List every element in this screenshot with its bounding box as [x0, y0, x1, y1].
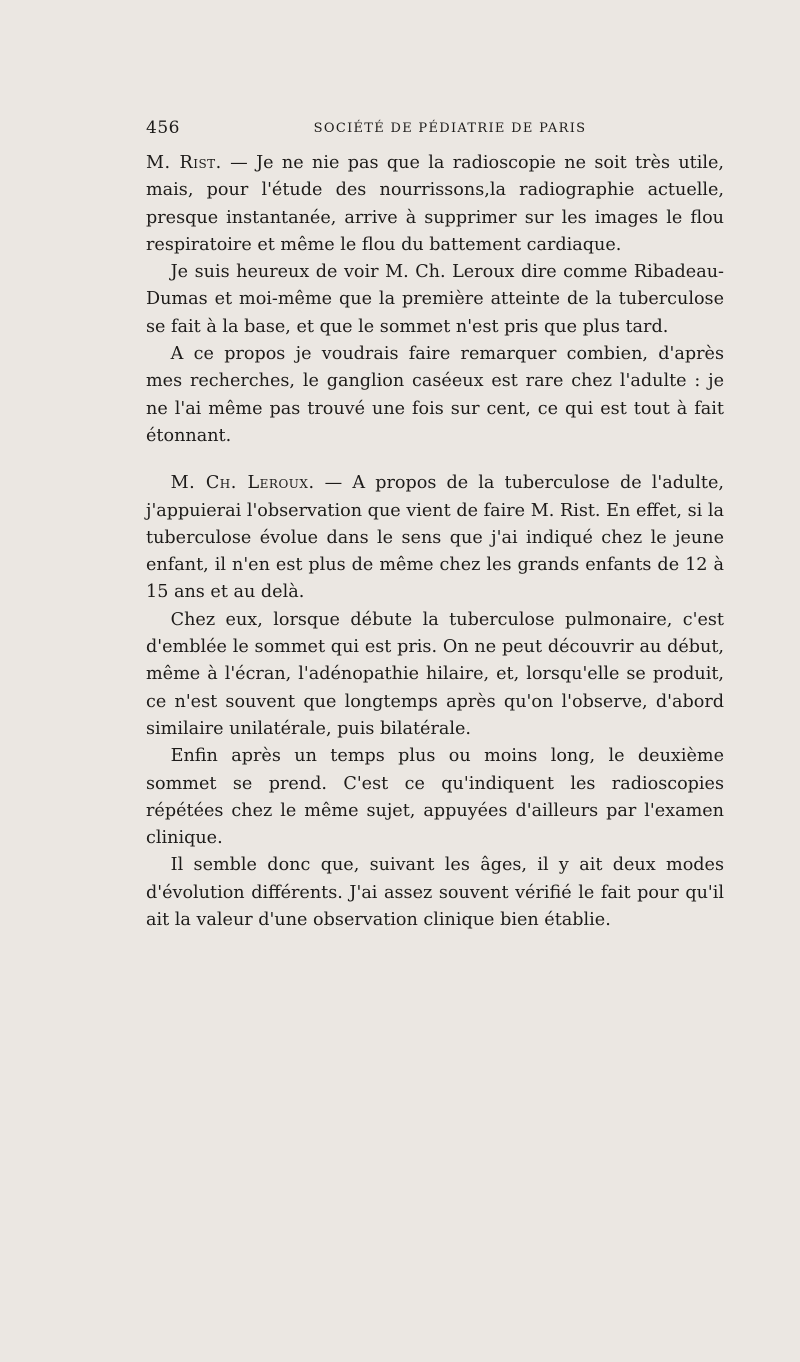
page-number: 456 [146, 118, 180, 138]
speaker-name: M. Ch. Leroux. [170, 473, 315, 494]
running-title: SOCIÉTÉ DE PÉDIATRIE DE PARIS [313, 121, 587, 136]
body-text [146, 150, 724, 934]
paragraph-rist-remark [146, 150, 724, 259]
paragraph: Chez eux, lorsque débute la tuberculose pulmonaire, c'est d'emblée le sommet qui est pris. On ne peut découvrir au début, même à l'écran, l'adénopathie hilaire, et, lorsqu'elle se produit, ce n'est souvent que longtemps après qu'on l'observe, d'abord similaire unilatérale, puis bilatérale. [146, 609, 724, 739]
paragraph-leroux-remark [146, 470, 724, 606]
paragraph: A ce propos je voudrais faire remarquer combien, d'après mes recherches, le ganglion caséeux est rare chez l'adulte : je ne l'ai même pas trouvé une fois sur cent, ce qui est tout à fait étonnant. [146, 344, 724, 446]
paragraph-text: — A propos de la tuberculose de l'adulte, j'appuierai l'observation que vient de faire M. Rist. En effet, si la tuberculose évolue dans le sens que j'ai indiqué chez le jeune enfant, il n'en est plus de même chez les grands enfants de 12 à 15 ans et au delà. [146, 473, 724, 603]
paragraph: Je suis heureux de voir M. Ch. Leroux dire comme Ribadeau-Dumas et moi-même que la première atteinte de la tuberculose se fait à la base, et que le sommet n'est pris que plus tard. [146, 262, 724, 337]
speaker-name: M. Rist. [146, 153, 222, 173]
paragraph-text: — Je ne nie pas que la radioscopie ne soit très utile, mais, pour l'étude des nourrissons,la radiographie actuelle, presque instantanée, arrive à supprimer sur les images le flou respiratoire et même le flou du battement cardiaque. [146, 153, 724, 255]
paragraph: Il semble donc que, suivant les âges, il y ait deux modes d'évolution différents. J'ai assez souvent vérifié le fait pour qu'il ait la valeur d'une observation clinique bien établie. [146, 855, 724, 931]
page-header [146, 118, 724, 142]
paragraph: Enfin après un temps plus ou moins long, le deuxième sommet se prend. C'est ce qu'indiquent les radioscopies répétées chez le même sujet, appuyées d'ailleurs par l'examen clinique. [146, 746, 724, 849]
